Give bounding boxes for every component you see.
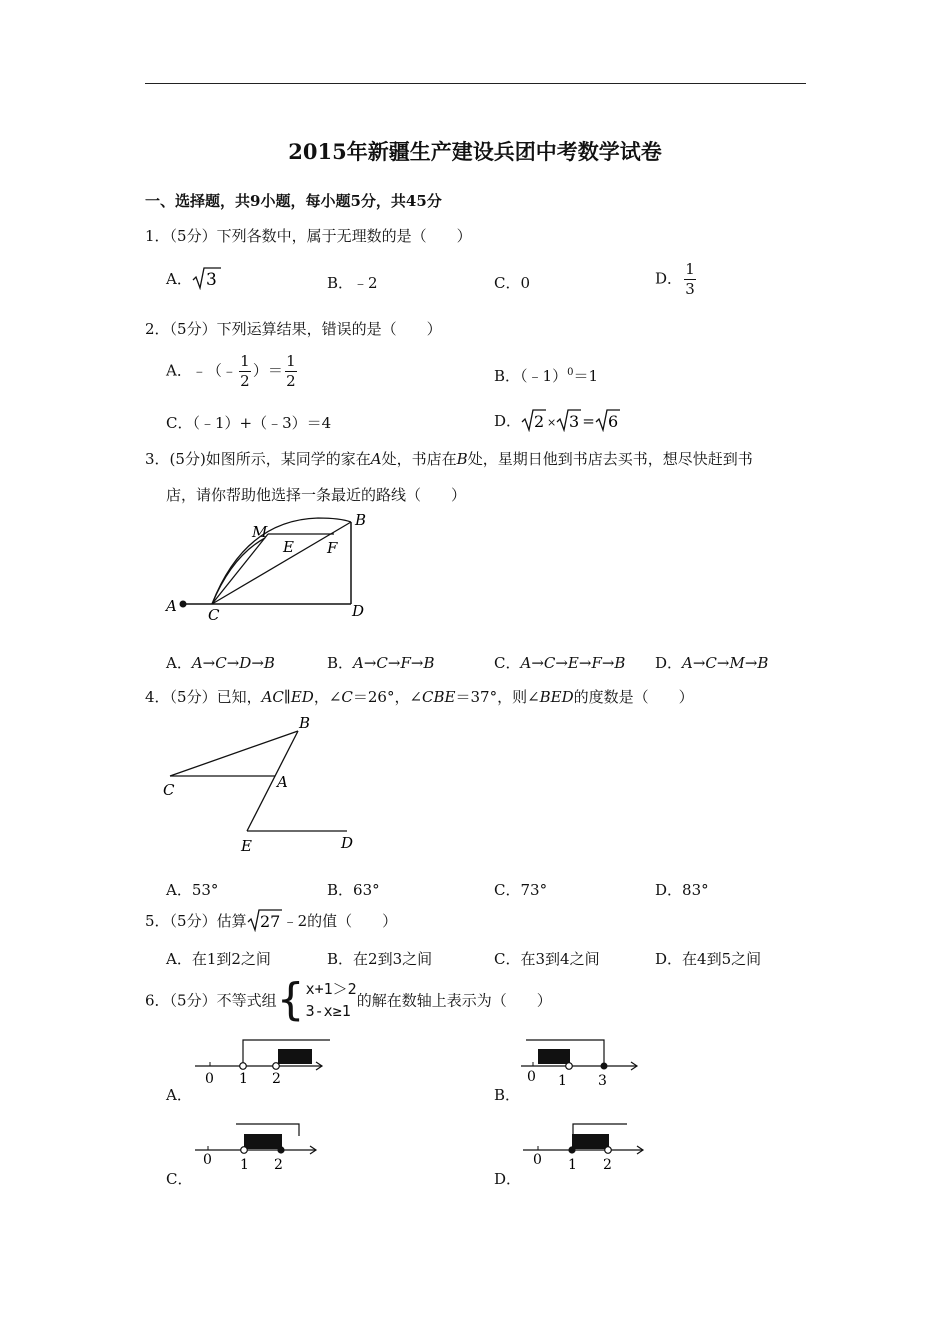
q4-stem: 4．（5分）已知，AC∥ED，∠C＝26°，∠CBE＝37°，则∠BED的度数是（ ） xyxy=(145,688,694,706)
svg-text:3: 3 xyxy=(569,412,580,431)
svg-text:M: M xyxy=(252,523,268,541)
svg-text:B: B xyxy=(299,714,311,732)
svg-text:2: 2 xyxy=(534,412,545,431)
q6-option-c-label: C． xyxy=(166,1170,193,1188)
q6-option-d-label: D． xyxy=(494,1170,522,1188)
fraction: $\frac{1}{2}$ xyxy=(240,352,250,390)
svg-text:A: A xyxy=(166,597,177,615)
q4-option-b: B．63° xyxy=(327,881,380,899)
q5-option-a: A．在1到2之间 xyxy=(166,950,271,968)
q2-option-d: D． 2 × 3 = 6 xyxy=(494,408,621,436)
fraction: $\frac{1}{2}$ xyxy=(286,352,296,390)
fraction: $\frac{1}{3}$ xyxy=(685,260,695,298)
q4-option-d: D．83° xyxy=(655,881,709,899)
svg-text:1: 1 xyxy=(240,1157,249,1173)
svg-text:1: 1 xyxy=(558,1073,567,1089)
sqrt-symbol xyxy=(556,408,582,436)
q6-number-line-b xyxy=(518,1035,643,1090)
q5-option-c: C．在3到4之间 xyxy=(494,950,600,968)
sqrt-symbol xyxy=(521,408,547,436)
q6-number-line-a xyxy=(190,1035,330,1090)
inequality-system: { x+1＞2 3-x≥1 xyxy=(276,974,357,1025)
svg-text:D: D xyxy=(341,834,354,852)
q1-option-a: A． 3 xyxy=(166,266,222,294)
sqrt-symbol xyxy=(247,908,283,936)
svg-text:B: B xyxy=(355,511,367,529)
svg-text:2: 2 xyxy=(274,1157,283,1173)
q2-option-b: B．（﹣1）$^0$＝1 xyxy=(494,367,598,385)
header-rule xyxy=(145,83,806,84)
svg-text:1: 1 xyxy=(568,1157,577,1173)
q3-figure xyxy=(160,505,375,625)
svg-text:C: C xyxy=(163,781,175,799)
sqrt-symbol xyxy=(595,408,621,436)
q5-option-d: D．在4到5之间 xyxy=(655,950,762,968)
svg-text:0: 0 xyxy=(533,1152,542,1168)
q4-figure xyxy=(160,708,360,858)
svg-text:A: A xyxy=(277,773,288,791)
q1-stem: 1．（5分）下列各数中，属于无理数的是（ ） xyxy=(145,227,472,245)
q6-option-a-label: A． xyxy=(166,1086,192,1104)
q5-option-b: B．在2到3之间 xyxy=(327,950,433,968)
q6-number-line-c xyxy=(190,1118,322,1174)
q2-option-a: A．﹣（﹣ $\frac{1}{2}$ ）＝ $\frac{1}{2}$ xyxy=(166,352,296,390)
svg-text:E: E xyxy=(283,538,294,556)
svg-text:E: E xyxy=(241,837,252,855)
q2-stem: 2．（5分）下列运算结果，错误的是（ ） xyxy=(145,320,442,338)
svg-text:1: 1 xyxy=(239,1071,248,1087)
svg-text:D: D xyxy=(352,602,365,620)
svg-text:0: 0 xyxy=(527,1069,536,1085)
svg-text:0: 0 xyxy=(203,1152,212,1168)
svg-text:F: F xyxy=(327,539,338,557)
q3-option-d: D．A→C→M→B xyxy=(655,654,769,672)
q3-stem-line2: 店，请你帮助他选择一条最近的路线（ ） xyxy=(166,486,467,504)
page-title: 2015年新疆生产建设兵团中考数学试卷 xyxy=(288,139,662,164)
svg-text:2: 2 xyxy=(272,1071,281,1087)
svg-text:6: 6 xyxy=(607,412,619,431)
svg-text:3: 3 xyxy=(598,1073,607,1089)
q3-option-c: C．A→C→E→F→B xyxy=(494,654,626,672)
q6-number-line-d xyxy=(518,1118,648,1174)
q1-option-c: C．0 xyxy=(494,274,531,292)
q4-option-a: A．53° xyxy=(166,881,219,899)
svg-text:C: C xyxy=(208,606,220,624)
svg-text:0: 0 xyxy=(205,1071,214,1087)
sqrt-symbol xyxy=(192,266,222,294)
q5-stem: 5．（5分）估算 27 ﹣2的值（ ） xyxy=(145,908,397,936)
svg-text:2: 2 xyxy=(603,1157,612,1173)
section-heading: 一、选择题，共9小题，每小题5分，共45分 xyxy=(145,192,442,210)
q3-option-b: B．A→C→F→B xyxy=(327,654,435,672)
home-dot xyxy=(180,601,187,608)
q3-stem: 3．(5分)如图所示，某同学的家在A处，书店在B处，星期日他到书店去买书，想尽快赶到书 xyxy=(145,450,753,468)
q1-option-b: B．﹣2 xyxy=(327,274,378,292)
q4-option-c: C．73° xyxy=(494,881,548,899)
q6-stem: 6．（5分）不等式组 { x+1＞2 3-x≥1 的解在数轴上表示为（ ） xyxy=(145,974,552,1025)
q2-option-c: C．（﹣1）+（﹣3）＝4 xyxy=(166,414,332,432)
q3-option-a: A．A→C→D→B xyxy=(166,654,275,672)
q6-option-b-label: B． xyxy=(494,1086,521,1104)
svg-text:27: 27 xyxy=(259,912,280,931)
svg-text:3: 3 xyxy=(205,270,217,290)
q1-option-d: D． $\frac{1}{3}$ xyxy=(655,260,695,298)
